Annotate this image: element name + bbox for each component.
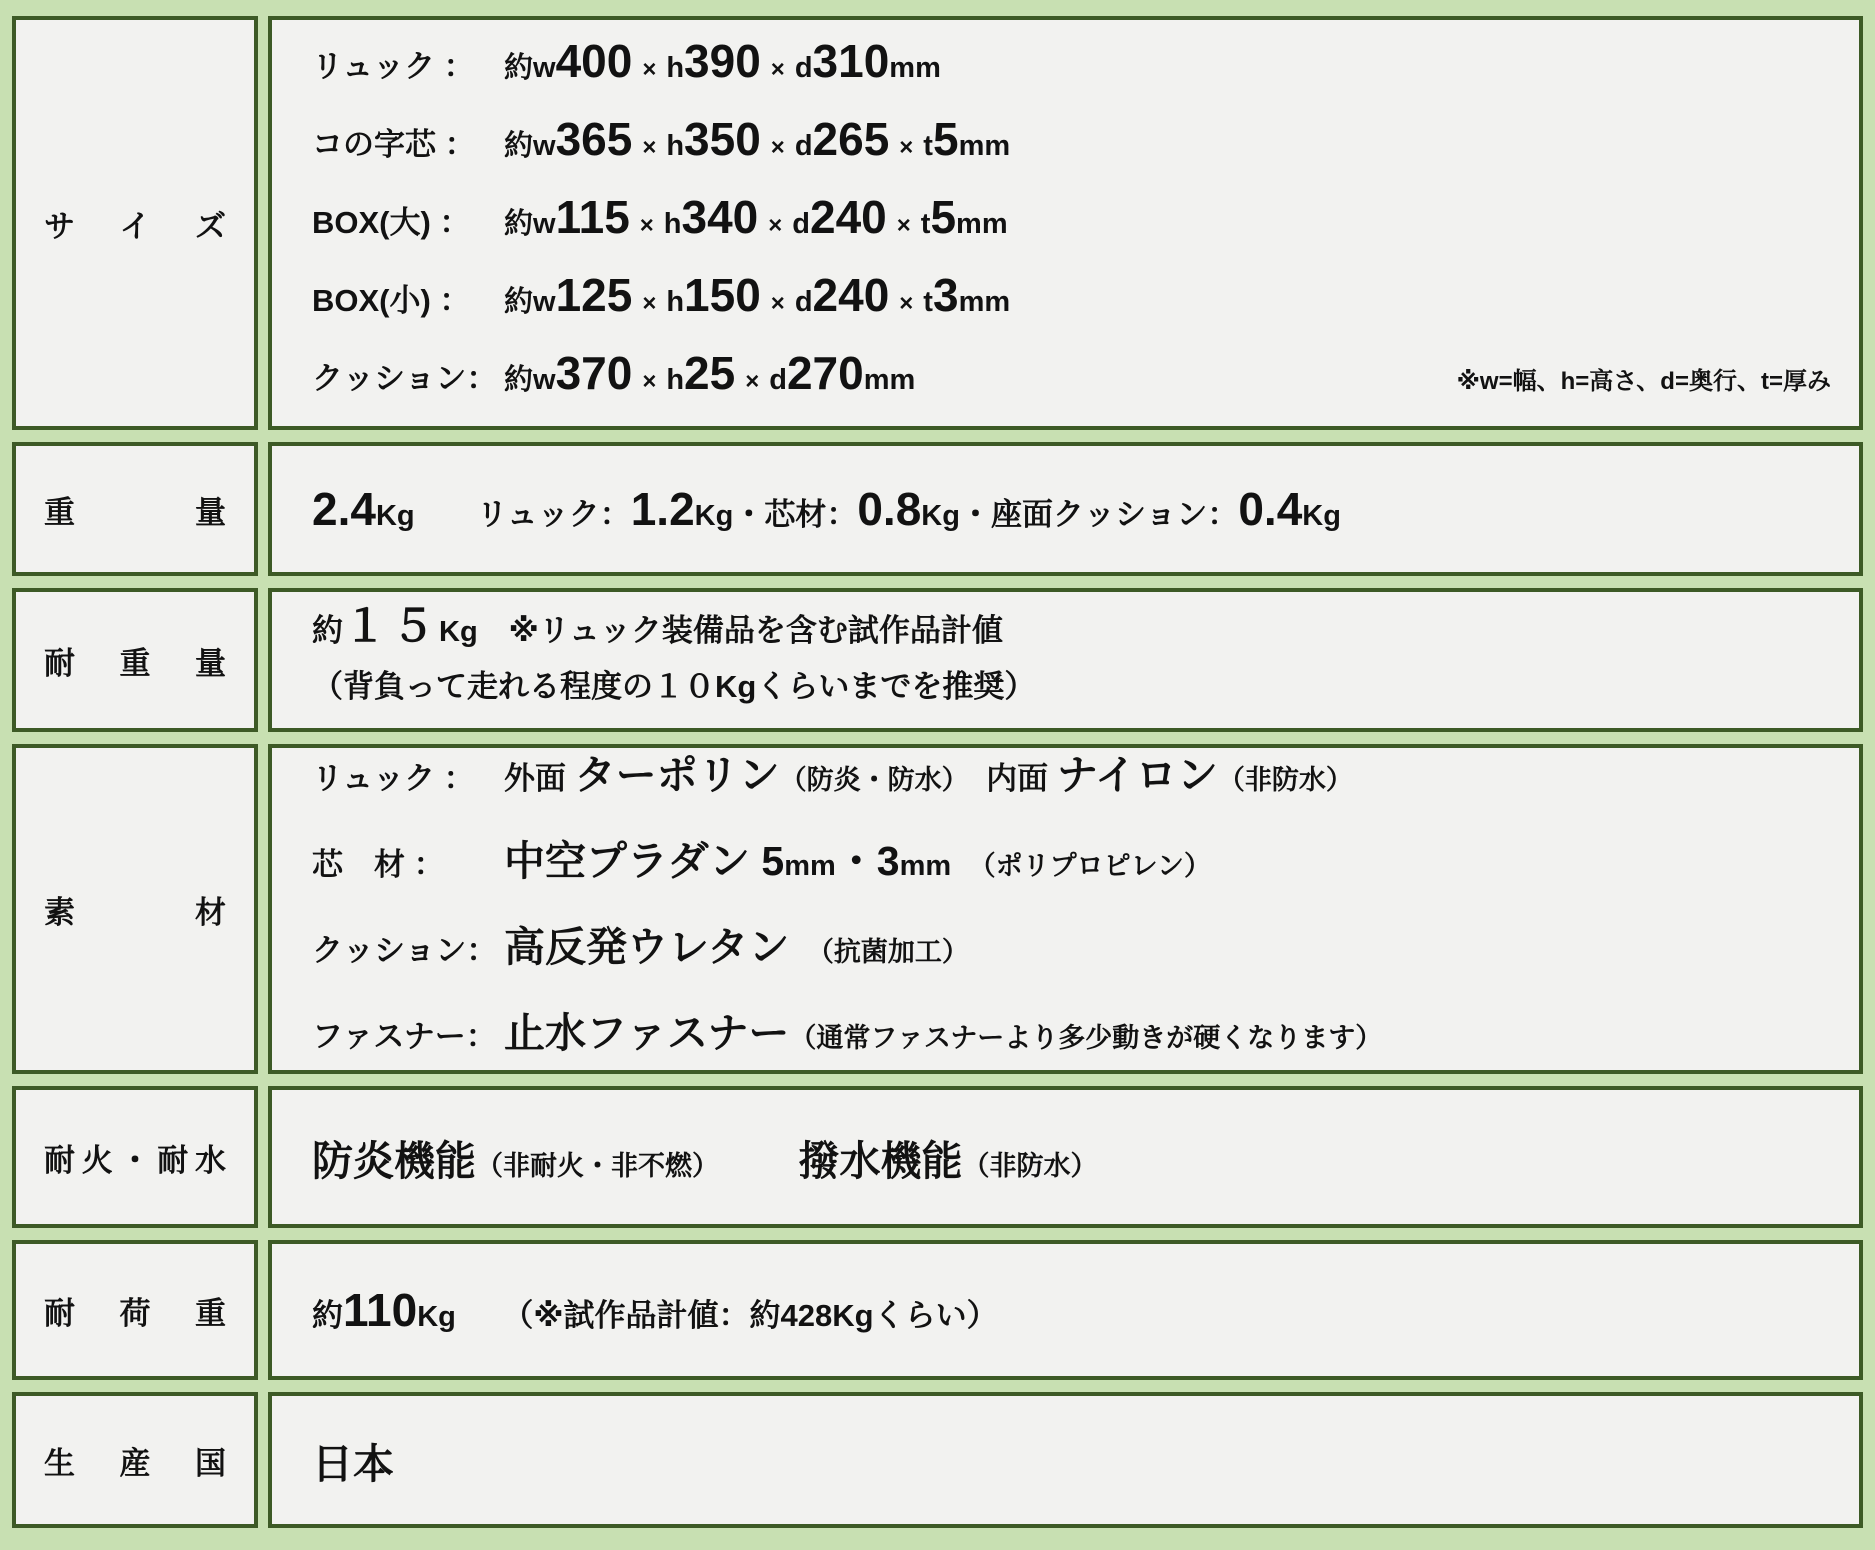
- row-load-capacity-label: 耐 重 量: [44, 645, 226, 681]
- row-load-capacity-label-cell: [12, 588, 258, 732]
- row-material-content: [268, 744, 1863, 1074]
- material-line-cushion: クッション： 高反発ウレタン （抗菌加工）: [312, 924, 969, 970]
- material-line-rucksack: リュック ： 外面 ターポリン（防炎・防水） 内面 ナイロン（非防水）: [312, 752, 1353, 798]
- size-line-rucksack: リュック ： 約w400 × h390 × d310mm: [312, 35, 941, 87]
- size-line-box-large: BOX(大) ： 約w115 × h340 × d240 × t5mm: [312, 191, 1008, 243]
- row-material: [12, 744, 1863, 1074]
- row-fire-water-label: 耐 火 ・ 耐 水: [44, 1142, 226, 1178]
- size-line-cushion: [312, 340, 1831, 418]
- material-line-zipper: ファスナー： 止水ファスナー（通常ファスナーより多少動きが硬くなります）: [312, 1010, 1383, 1056]
- row-size-label: サ イ ズ: [44, 208, 226, 244]
- row-load-capacity: [12, 588, 1863, 732]
- row-country: [12, 1392, 1863, 1528]
- load-capacity-line-value: 約１５Kg ※リュック装備品を含む試作品計値: [312, 602, 1003, 651]
- load-capacity-line-note: （背負って走れる程度の１０Kgくらいまでを推奨）: [312, 669, 1036, 704]
- size-dimension-legend: ※w=幅、h=高さ、d=奥行、t=厚み: [1456, 368, 1831, 395]
- row-bearing-load-content: [268, 1240, 1863, 1380]
- size-line-box-small: BOX(小) ： 約w125 × h150 × d240 × t3mm: [312, 269, 1011, 321]
- weight-line: 2.4Kg リュック：1.2Kg・芯材：0.8Kg・座面クッション：0.4Kg: [312, 483, 1341, 535]
- row-bearing-load: [12, 1240, 1863, 1380]
- row-material-label: 素 材: [44, 894, 226, 930]
- row-weight-label: 重 量: [44, 494, 226, 530]
- fire-water-line: 防炎機能（非耐火・非不燃） 撥水機能（非防水）: [312, 1137, 1098, 1184]
- row-weight-label-cell: [12, 442, 258, 576]
- row-country-label-cell: [12, 1392, 258, 1528]
- row-fire-water-content: [268, 1086, 1863, 1228]
- row-size: [12, 16, 1863, 430]
- row-weight-content: [268, 442, 1863, 576]
- size-line-cushion-dims: クッション： 約w370 × h25 × d270mm: [312, 347, 916, 399]
- material-line-core: 芯 材 ： 中空プラダン 5mm・3mm （ポリプロピレン）: [312, 838, 1211, 884]
- row-bearing-load-label: 耐 荷 重: [44, 1295, 226, 1331]
- row-fire-water-resistance: [12, 1086, 1863, 1228]
- row-size-label-cell: [12, 16, 258, 430]
- row-weight: [12, 442, 1863, 576]
- row-size-content: [268, 16, 1863, 430]
- row-bearing-load-label-cell: [12, 1240, 258, 1380]
- country-line: 日本: [312, 1440, 394, 1487]
- bearing-load-line: 約110Kg （※試作品計値：約428Kgくらい）: [312, 1284, 998, 1336]
- product-spec-table: [12, 16, 1863, 1528]
- row-load-capacity-content: [268, 588, 1863, 732]
- size-line-u-core: コの字芯 ： 約w365 × h350 × d265 × t5mm: [312, 113, 1011, 165]
- row-fire-water-label-cell: [12, 1086, 258, 1228]
- row-material-label-cell: [12, 744, 258, 1074]
- row-country-content: [268, 1392, 1863, 1528]
- row-country-label: 生 産 国: [44, 1445, 226, 1481]
